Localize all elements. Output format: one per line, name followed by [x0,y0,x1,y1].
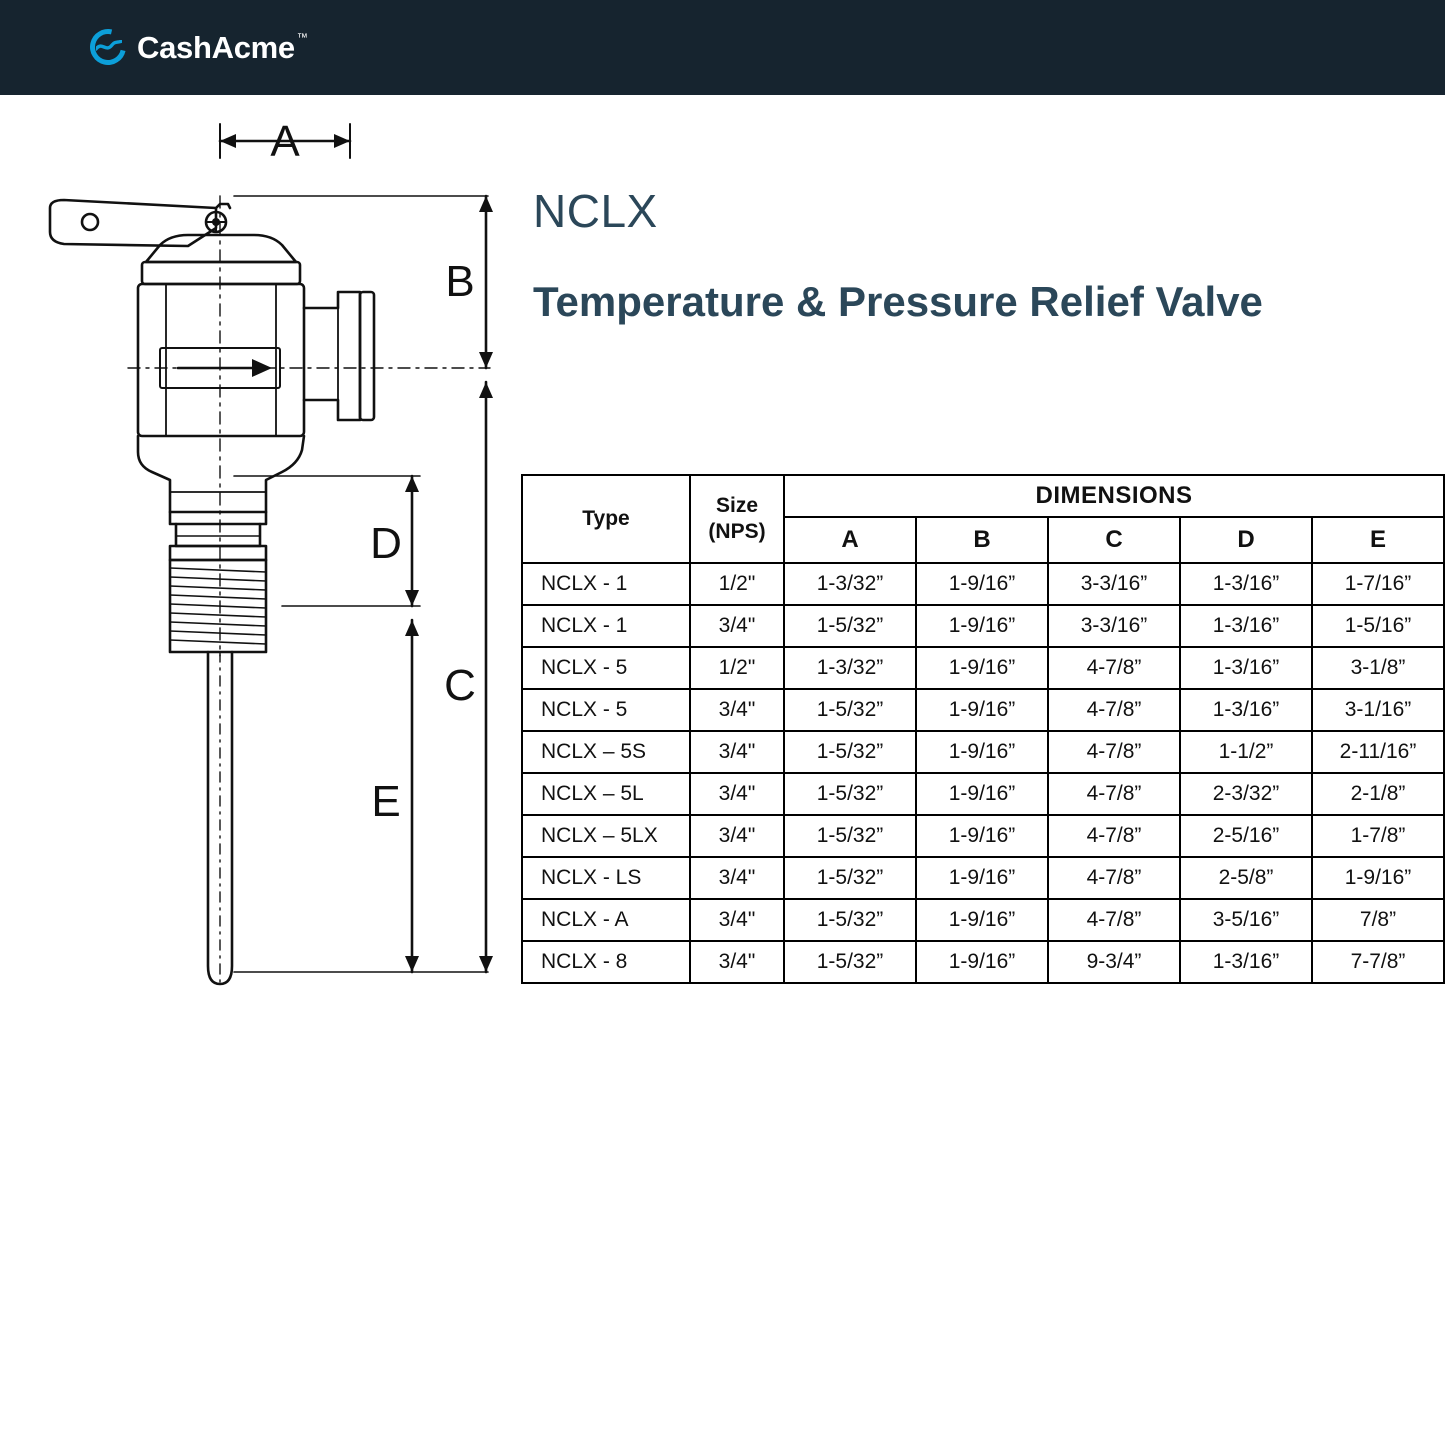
cell-b: 1-9/16” [916,815,1048,857]
cell-a: 1-3/32” [784,563,916,605]
cell-e: 3-1/8” [1312,647,1444,689]
cell-c: 4-7/8” [1048,647,1180,689]
table-row [522,563,1444,605]
cell-c: 3-3/16” [1048,605,1180,647]
cell-d: 2-5/8” [1180,857,1312,899]
cell-size: 3/4" [690,899,784,941]
cell-b: 1-9/16” [916,773,1048,815]
cell-a: 1-5/32” [784,689,916,731]
cell-type: NCLX – 5S [522,731,690,773]
cell-b: 1-9/16” [916,563,1048,605]
dimension-label-c: C [444,661,476,710]
cell-d: 1-1/2” [1180,731,1312,773]
cell-d: 1-3/16” [1180,563,1312,605]
title-block [533,186,1413,325]
cell-c: 4-7/8” [1048,857,1180,899]
cell-size: 3/4" [690,773,784,815]
column-header-c: C [1048,517,1180,563]
cell-size: 3/4" [690,731,784,773]
cell-e: 1-9/16” [1312,857,1444,899]
cell-a: 1-5/32” [784,815,916,857]
cell-size: 3/4" [690,857,784,899]
dimensions-table-wrapper [521,474,1445,984]
cell-c: 4-7/8” [1048,731,1180,773]
cell-d: 2-3/32” [1180,773,1312,815]
dimension-label-e: E [371,777,401,826]
brand-name [137,30,306,66]
page-header [0,0,1445,95]
cell-e: 7-7/8” [1312,941,1444,983]
cell-d: 1-3/16” [1180,605,1312,647]
cell-e: 7/8” [1312,899,1444,941]
page-subtitle: Temperature & Pressure Relief Valve [533,277,1263,325]
cell-c: 4-7/8” [1048,815,1180,857]
column-header-size [690,475,784,563]
dimension-d-arrow [405,476,419,606]
cell-d: 1-3/16” [1180,689,1312,731]
cell-e: 1-7/8” [1312,815,1444,857]
dimensions-table [521,474,1445,984]
table-row [522,605,1444,647]
cell-a: 1-5/32” [784,773,916,815]
cell-type: NCLX - 1 [522,605,690,647]
table-header-row-1 [522,475,1444,517]
dimension-label-d: D [370,519,402,568]
cell-c: 3-3/16” [1048,563,1180,605]
table-row [522,941,1444,983]
dimension-e-arrow [405,620,419,972]
cell-c: 4-7/8” [1048,773,1180,815]
cell-size: 1/2" [690,647,784,689]
cell-type: NCLX - 1 [522,563,690,605]
table-row [522,857,1444,899]
cell-size: 3/4" [690,605,784,647]
valve-technical-drawing [20,100,520,1025]
column-header-d: D [1180,517,1312,563]
table-row [522,647,1444,689]
cell-e: 2-1/8” [1312,773,1444,815]
column-header-a: A [784,517,916,563]
cell-size: 3/4" [690,689,784,731]
cell-a: 1-5/32” [784,941,916,983]
dimension-label-a: A [270,117,300,166]
column-header-type: Type [522,475,690,563]
cell-a: 1-3/32” [784,647,916,689]
cell-size: 3/4" [690,941,784,983]
table-row [522,689,1444,731]
table-row [522,773,1444,815]
cell-type: NCLX - 5 [522,647,690,689]
dimension-c-arrow [479,382,493,972]
cell-d: 2-5/16” [1180,815,1312,857]
cell-e: 1-7/16” [1312,563,1444,605]
cell-b: 1-9/16” [916,731,1048,773]
cell-c: 4-7/8” [1048,899,1180,941]
cell-type: NCLX - 5 [522,689,690,731]
dimension-label-b: B [445,257,475,306]
cell-e: 2-11/16” [1312,731,1444,773]
cell-b: 1-9/16” [916,689,1048,731]
column-header-size-line1: Size [715,493,759,517]
cell-a: 1-5/32” [784,857,916,899]
cell-b: 1-9/16” [916,857,1048,899]
column-header-b: B [916,517,1048,563]
cell-b: 1-9/16” [916,941,1048,983]
cell-b: 1-9/16” [916,899,1048,941]
cell-c: 4-7/8” [1048,689,1180,731]
table-row [522,731,1444,773]
table-row [522,899,1444,941]
cell-a: 1-5/32” [784,605,916,647]
trademark-symbol: ™ [296,31,308,44]
cell-size: 1/2" [690,563,784,605]
cell-type: NCLX - LS [522,857,690,899]
dimension-b-arrow [479,196,493,368]
cell-type: NCLX - A [522,899,690,941]
cashacme-wave-logo-icon [90,29,128,67]
cell-a: 1-5/32” [784,731,916,773]
brand-logo [90,29,306,67]
cell-size: 3/4" [690,815,784,857]
cell-e: 1-5/16” [1312,605,1444,647]
cell-e: 3-1/16” [1312,689,1444,731]
cell-type: NCLX – 5L [522,773,690,815]
cell-b: 1-9/16” [916,647,1048,689]
column-header-dimensions: DIMENSIONS [784,475,1444,517]
cell-b: 1-9/16” [916,605,1048,647]
cell-type: NCLX – 5LX [522,815,690,857]
cell-d: 1-3/16” [1180,941,1312,983]
column-header-e: E [1312,517,1444,563]
brand-name-text: CashAcme [137,29,295,65]
column-header-size-line2: (NPS) [708,520,766,543]
cell-type: NCLX - 8 [522,941,690,983]
cell-d: 1-3/16” [1180,647,1312,689]
page-title: NCLX [533,185,658,237]
cell-d: 3-5/16” [1180,899,1312,941]
cell-c: 9-3/4” [1048,941,1180,983]
cell-a: 1-5/32” [784,899,916,941]
table-row [522,815,1444,857]
